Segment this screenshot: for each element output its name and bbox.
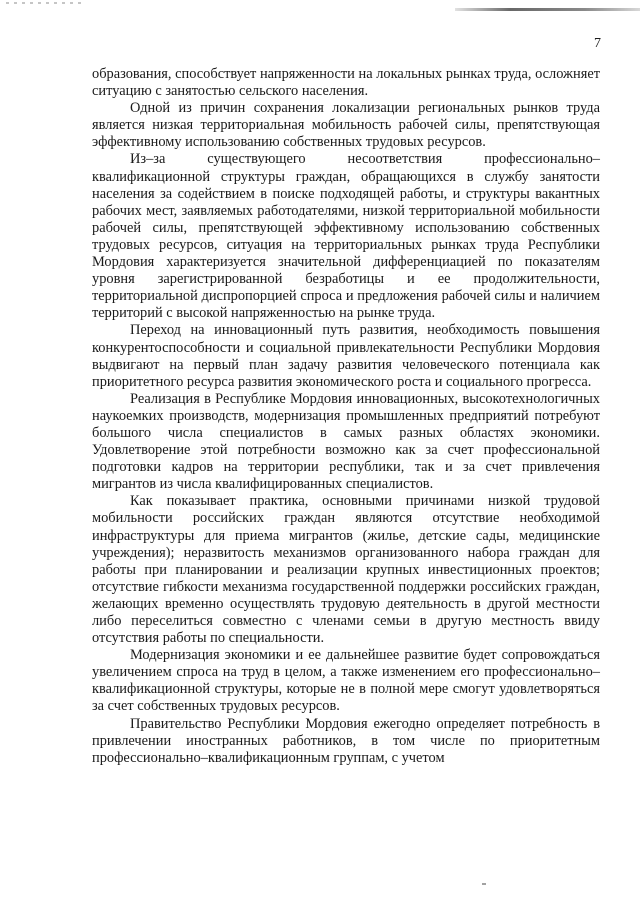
paragraph: Реализация в Республике Мордовия инновационных, высокотехнологичных наукоемких производств, модернизация промышленных предприятий потребуют большого числа специалистов в самых разных областях экономики. Удовлетворение этой потребности возможно как за счет профессиональной подготовки кадров на территории республики, так и за счет привлечения мигрантов из числа квалифицированных специалистов. [92,390,600,493]
scan-streak [455,8,640,11]
paragraph: Из–за существующего несоответствия профессионально–квалификационной структуры граждан, обращающихся в службу занятости населения за содействием в поиске подходящей работы, и структуры вакантных рабочих мест, заявляемых работодателями, низкой территориальной мобильности рабочей силы, препятствующей эффективному использованию собственных трудовых ресурсов, ситуация на территориальных рынках труда Республики Мордовия характеризуется значительной дифференциацией по показателям уровня зарегистрированной безработицы и ее продолжительности, территориальной диспропорцией спроса и предложения рабочей силы и наличием территорий с высокой напряженностью на рынке труда. [92,151,600,322]
paragraph: Правительство Республики Мордовия ежегодно определяет потребность в привлечении иностранных работников, в том числе по приоритетным профессионально–квалификационным группам, с учетом [92,715,600,766]
scan-artifact-top [0,0,640,14]
paragraph: Одной из причин сохранения локализации региональных рынков труда является низкая территориальная мобильность рабочей силы, препятствующая эффективному использованию собственных трудовых ресурсов. [92,100,600,151]
paragraph: Как показывает практика, основными причинами низкой трудовой мобильности российских граждан являются отсутствие необходимой инфраструктуры для приема мигрантов (жилье, детские сады, медицинские учреждения); неразвитость механизмов организованного набора граждан для работы при планировании и реализации крупных инвестиционных проектов; отсутствие гибкости механизма государственной поддержки российских граждан, желающих временно осуществлять трудовую деятельность в другой местности либо переселиться совместно с членами семьи в другую местность ввиду отсутствия работы по специальности. [92,493,600,647]
document-body [92,66,600,767]
paragraph: Модернизация экономики и ее дальнейшее развитие будет сопровождаться увеличением спроса на труд в целом, а также изменением его профессионально–квалификационной структуры, которые не в полной мере смогут удовлетворяться за счет собственных трудовых ресурсов. [92,647,600,715]
page-number: 7 [594,36,601,51]
paragraph-continuation: образования, способствует напряженности на локальных рынках труда, осложняет ситуацию с занятостью сельского населения. [92,66,600,100]
scan-speck [482,883,486,885]
paragraph: Переход на инновационный путь развития, необходимость повышения конкурентоспособности и социальной привлекательности Республики Мордовия выдвигают на первый план задачу развития человеческого потенциала как приоритетного ресурса развития экономического роста и социального прогресса. [92,322,600,390]
scan-noise [6,2,86,4]
